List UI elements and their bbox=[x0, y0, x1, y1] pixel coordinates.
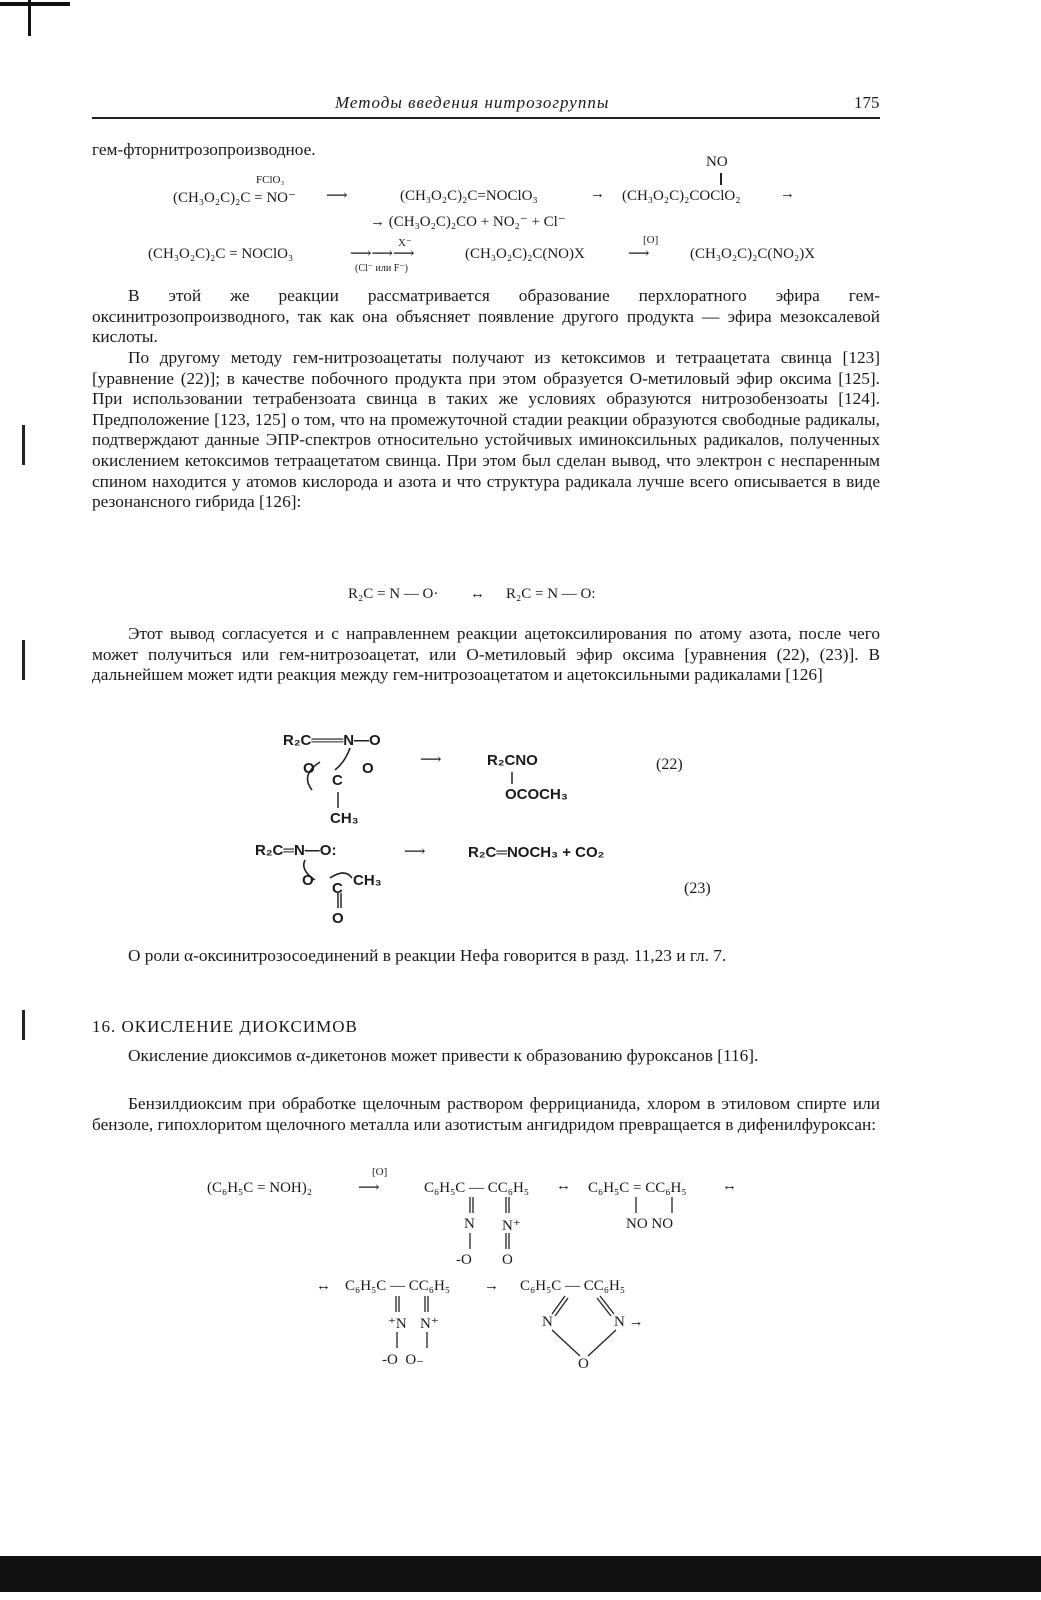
paragraph-3-text: Этот вывод согласуется и с направленнем реакции ацетоксилирования по атому азота, после чего может получиться или гем-нитрозоацетат, или О-метиловый эфир оксима [уравнения (22), (23)]. В дальнейшем может идти реакция между гем-нитрозоацетатом и ацетоксильными радикалами [126] bbox=[92, 624, 880, 685]
scheme1-no-label: NO bbox=[706, 154, 728, 170]
scheme2-struct3-n1: ⁺N bbox=[388, 1316, 407, 1332]
running-header: Методы введения нитрозогруппы bbox=[335, 93, 610, 112]
page-number: 175 bbox=[854, 93, 880, 112]
reaction-arrow: ⟶ bbox=[404, 844, 426, 860]
scheme2-struct3: C₆H₅C — CC₆H₅ bbox=[345, 1278, 451, 1294]
scheme2-struct4-o: O bbox=[578, 1356, 589, 1372]
reaction-arrow: → bbox=[780, 186, 795, 202]
paragraph-2-text: По другому методу гем-нитрозоацетаты получают из кетоксимов и тетраацетата свинца [123] [уравнение (22)]; в качестве побочного продукта при этом образуется О-метиловый эфир оксима [125]. При использовании тетрабензоата свинца в таких же условиях образуются нитрозобензоаты [124]. Предположение [123, 125] о том, что на промежуточной стадии реакции образуются свободные радикалы, подтверждают данные ЭПР-спектров относительно устойчивых иминоксильных радикалов, полученных окислением кетоксимов тетраацетатом свинца. При этом был сделан вывод, что электрон с неспаренным спином находится у атомов кислорода и азота и что структура радикала лучше всего описывается в виде резонансного гибрида [126]: bbox=[92, 348, 880, 512]
bond-line bbox=[588, 1330, 616, 1356]
scheme2-start: (C₆H₅C = NOH)₂ bbox=[207, 1180, 312, 1196]
scheme2-struct4-n2: N → bbox=[614, 1314, 644, 1330]
scheme1-start3: (CH₃O₂C)₂C = NOClO₃ bbox=[148, 246, 294, 262]
scheme1-start: (CH₃O₂C)₂C = NO⁻ bbox=[173, 190, 296, 206]
scheme2-oxidant: [O] bbox=[372, 1166, 388, 1178]
eq23-carbon: C bbox=[332, 880, 343, 897]
scheme2-struct3-n2: N⁺ bbox=[420, 1316, 439, 1332]
eq22-carbon: C bbox=[332, 772, 343, 789]
eq22-reactant-top: R₂C═══N—O bbox=[283, 732, 381, 749]
reaction-arrow: ⟶ bbox=[358, 1180, 380, 1196]
eq23-oxygen-bottom: O bbox=[332, 910, 344, 927]
scheme2-struct1-n1: N bbox=[464, 1216, 475, 1232]
scheme1-line2: → (CH₃O₂C)₂CO + NO₂⁻ + Cl⁻ bbox=[370, 214, 566, 230]
resonance-arrow: ↔ bbox=[556, 1178, 571, 1194]
reaction-arrow: → bbox=[484, 1278, 499, 1294]
eq22-product-top: R₂CNO bbox=[487, 752, 538, 769]
scheme1-product4: (CH₃O₂C)₂C(NO₂)X bbox=[690, 246, 816, 262]
eq23-oxygen-left: O bbox=[302, 872, 314, 889]
reaction-arrow: ⟶ bbox=[420, 752, 442, 768]
section-title: 16. ОКИСЛЕНИЕ ДИОКСИМОВ bbox=[92, 1017, 358, 1036]
paragraph-4-text: О роли α-оксинитрозосоединений в реакции Нефа говорится в разд. 11,23 и гл. 7. bbox=[128, 946, 727, 965]
bond-line bbox=[552, 1330, 580, 1356]
scheme2-struct4-n1: N bbox=[542, 1314, 553, 1330]
eq22-oxygen-right: O bbox=[362, 760, 374, 777]
scheme2-struct1-n2: N⁺ bbox=[502, 1218, 521, 1234]
scheme2-struct4: C₆H₅C — CC₆H₅ bbox=[520, 1278, 626, 1294]
resonance-arrow: ↔ bbox=[470, 586, 485, 602]
scheme2-struct2: C₆H₅C = CC₆H₅ bbox=[588, 1180, 687, 1196]
reaction-arrow: ⟶ bbox=[326, 188, 348, 204]
resonance-arrow: ↔ bbox=[722, 1178, 737, 1194]
scheme1-reagent: FClO₃ bbox=[256, 174, 285, 186]
scheme2-struct2-no: NO NO bbox=[626, 1216, 674, 1232]
scheme1-condition: (Cl⁻ или F⁻) bbox=[355, 263, 408, 274]
eq22-oxygen-left: O bbox=[303, 760, 315, 777]
reaction-arrow: → bbox=[590, 186, 605, 202]
scheme2-struct1-o1: -O bbox=[456, 1252, 472, 1268]
intro-line: гем-фторнитрозопроизводное. bbox=[92, 140, 316, 159]
reaction-arrow: ⟶ bbox=[628, 246, 650, 262]
eq22-product-bottom: OCOCH₃ bbox=[505, 786, 568, 803]
scheme1-product2: (CH₃O₂C)₂COClO₂ bbox=[622, 188, 741, 204]
paragraph-6-text: Бензилдиоксим при обработке щелочным раствором феррицианида, хлором в этиловом спирте или бензоле, гипохлоритом щелочного металла или азотистым ангидридом превращается в дифенилфуроксан: bbox=[92, 1094, 880, 1134]
paragraph-5-text: Окисление диоксимов α-дикетонов может привести к образованию фуроксанов [116]. bbox=[128, 1046, 759, 1065]
eq23-number: (23) bbox=[684, 880, 711, 897]
reaction-arrow: ⟶⟶⟶ bbox=[350, 246, 415, 262]
eq23-reactant: R₂C═N—O: bbox=[255, 842, 337, 859]
eq23-product: R₂C═NOCH₃ + CO₂ bbox=[468, 844, 605, 861]
eq22-number: (22) bbox=[656, 756, 683, 773]
scheme2-struct1: C₆H₅C — CC₆H₅ bbox=[424, 1180, 530, 1196]
scheme1-oxidant: [O] bbox=[643, 234, 659, 246]
resonance-left: R₂C = N — O· bbox=[348, 586, 439, 602]
scheme2-struct1-o2: O bbox=[502, 1252, 513, 1268]
resonance-right: R₂C = N — O: bbox=[506, 586, 596, 602]
scheme1-product3: (CH₃O₂C)₂C(NO)X bbox=[465, 246, 585, 262]
paragraph-1-text: В этой же реакции рассматривается образование перхлоратного эфира гем-оксинитрозопроизводного, так как она объясняет появление другого продукта — эфира мезоксалевой кислоты. bbox=[92, 286, 880, 347]
resonance-arrow: ↔ bbox=[316, 1278, 331, 1294]
scheme2-struct3-o: -O O₋ bbox=[382, 1352, 425, 1368]
scheme1-product1: (CH₃O₂C)₂C=NOClO₃ bbox=[400, 188, 538, 204]
eq22-methyl: CH₃ bbox=[330, 810, 359, 827]
scheme1-reagent-x: X⁻ bbox=[398, 237, 412, 249]
eq23-methyl: CH₃ bbox=[353, 872, 382, 889]
